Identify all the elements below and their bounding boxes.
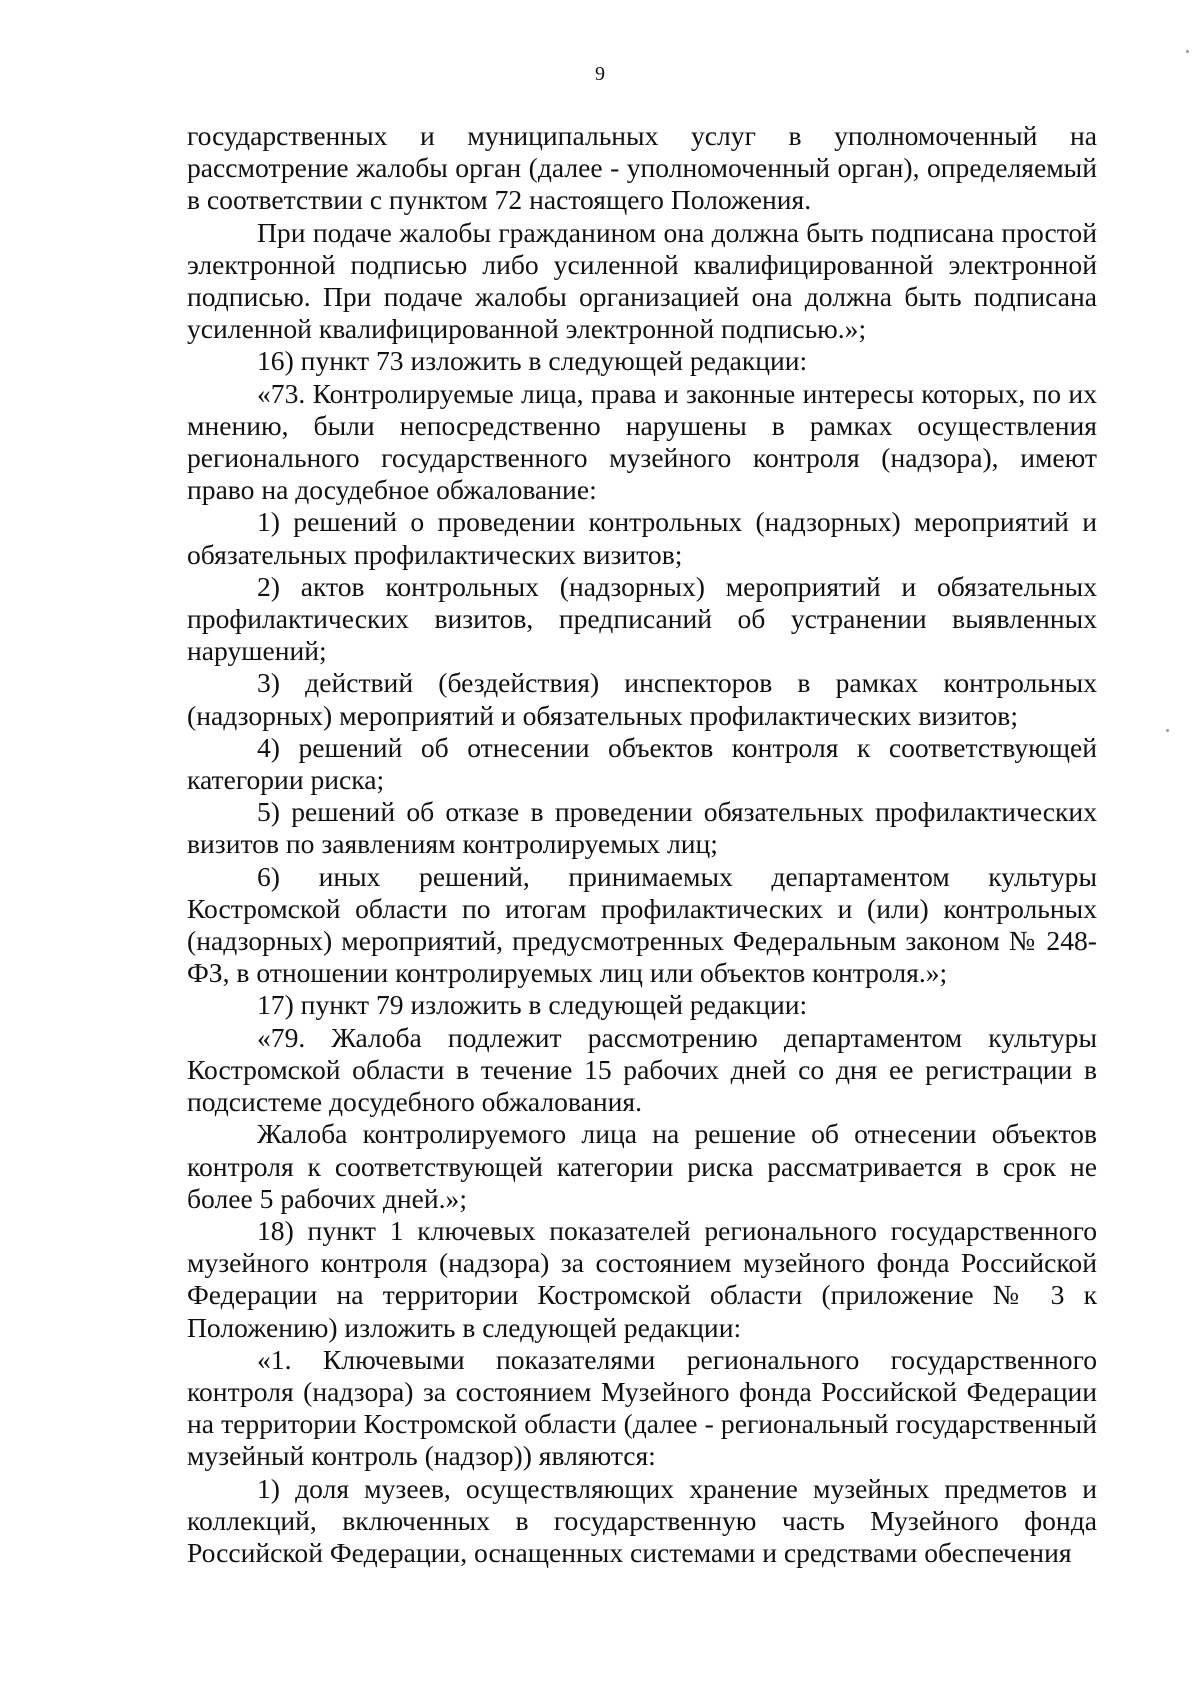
paragraph-indicator-1: 1) доля музеев, осуществляющих хранение музейных предметов и коллекций, включенных в государственную часть Музейного фонда Российской Федерации, оснащенных системами и средствами обеспечения xyxy=(187,1472,1097,1568)
paragraph-subitem-5: 5) решений об отказе в проведении обязательных профилактических визитов по заявлениям контролируемых лиц; xyxy=(187,796,1097,860)
paragraph-item-17: 17) пункт 79 изложить в следующей редакции: xyxy=(257,989,808,1021)
paragraph-subitem-6: 6) иных решений, принимаемых департаментом культуры Костромской области по итогам профилактических и (или) контрольных (надзорных) мероприятий, предусмотренных Федеральным законом № 248-ФЗ, в отношении контролируемых лиц или объектов контроля.»; xyxy=(187,860,1097,989)
scan-speck xyxy=(1166,729,1169,732)
page-number: 9 xyxy=(595,63,605,85)
paragraph-item-16: 16) пункт 73 изложить в следующей редакции: xyxy=(257,345,808,377)
document-body xyxy=(187,120,1097,1569)
paragraph-key-indicators: «1. Ключевыми показателями регионального государственного контроля (надзора) за состоянием Музейного фонда Российской Федерации на территории Костромской области (далее - региональный государственный музейный контроль (надзор)) являются: xyxy=(187,1343,1097,1472)
paragraph-risk-category-complaint: Жалоба контролируемого лица на решение об отнесении объектов контроля к соответствующей категории риска рассматривается в срок не более 5 рабочих дней.»; xyxy=(187,1118,1097,1214)
paragraph-point-79: «79. Жалоба подлежит рассмотрению департаментом культуры Костромской области в течение 15 рабочих дней со дня ее регистрации в подсистеме досудебного обжалования. xyxy=(187,1021,1097,1118)
paragraph-signature-requirements: При подаче жалобы гражданином она должна быть подписана простой электронной подписью либо усиленной квалифицированной электронной подписью. При подаче жалобы организацией она должна быть подписана усиленной квалифицированной электронной подписью.»; xyxy=(187,216,1097,345)
paragraph-item-18: 18) пункт 1 ключевых показателей регионального государственного музейного контроля (надзора) за состоянием музейного фонда Российской Федерации на территории Костромской области (приложение № 3 к Положению) изложить в следующей редакции: xyxy=(187,1214,1097,1343)
paragraph-subitem-3: 3) действий (бездействия) инспекторов в рамках контрольных (надзорных) мероприятий и обязательных профилактических визитов; xyxy=(187,667,1097,731)
scan-speck xyxy=(1186,50,1189,53)
paragraph-point-73: «73. Контролируемые лица, права и законные интересы которых, по их мнению, были непосредственно нарушены в рамках осуществления регионального государственного музейного контроля (надзора), имеют право на досудебное обжалование: xyxy=(187,377,1097,506)
paragraph-subitem-4: 4) решений об отнесении объектов контроля к соответствующей категории риска; xyxy=(187,731,1097,796)
paragraph-continuation: государственных и муниципальных услуг в уполномоченный на рассмотрение жалобы орган (далее - уполномоченный орган), определяемый в соответствии с пунктом 72 настоящего Положения. xyxy=(187,120,1097,216)
paragraph-subitem-1: 1) решений о проведении контрольных (надзорных) мероприятий и обязательных профилактических визитов; xyxy=(187,506,1097,570)
paragraph-subitem-2: 2) актов контрольных (надзорных) мероприятий и обязательных профилактических визитов, предписаний об устранении выявленных нарушений; xyxy=(187,570,1097,667)
